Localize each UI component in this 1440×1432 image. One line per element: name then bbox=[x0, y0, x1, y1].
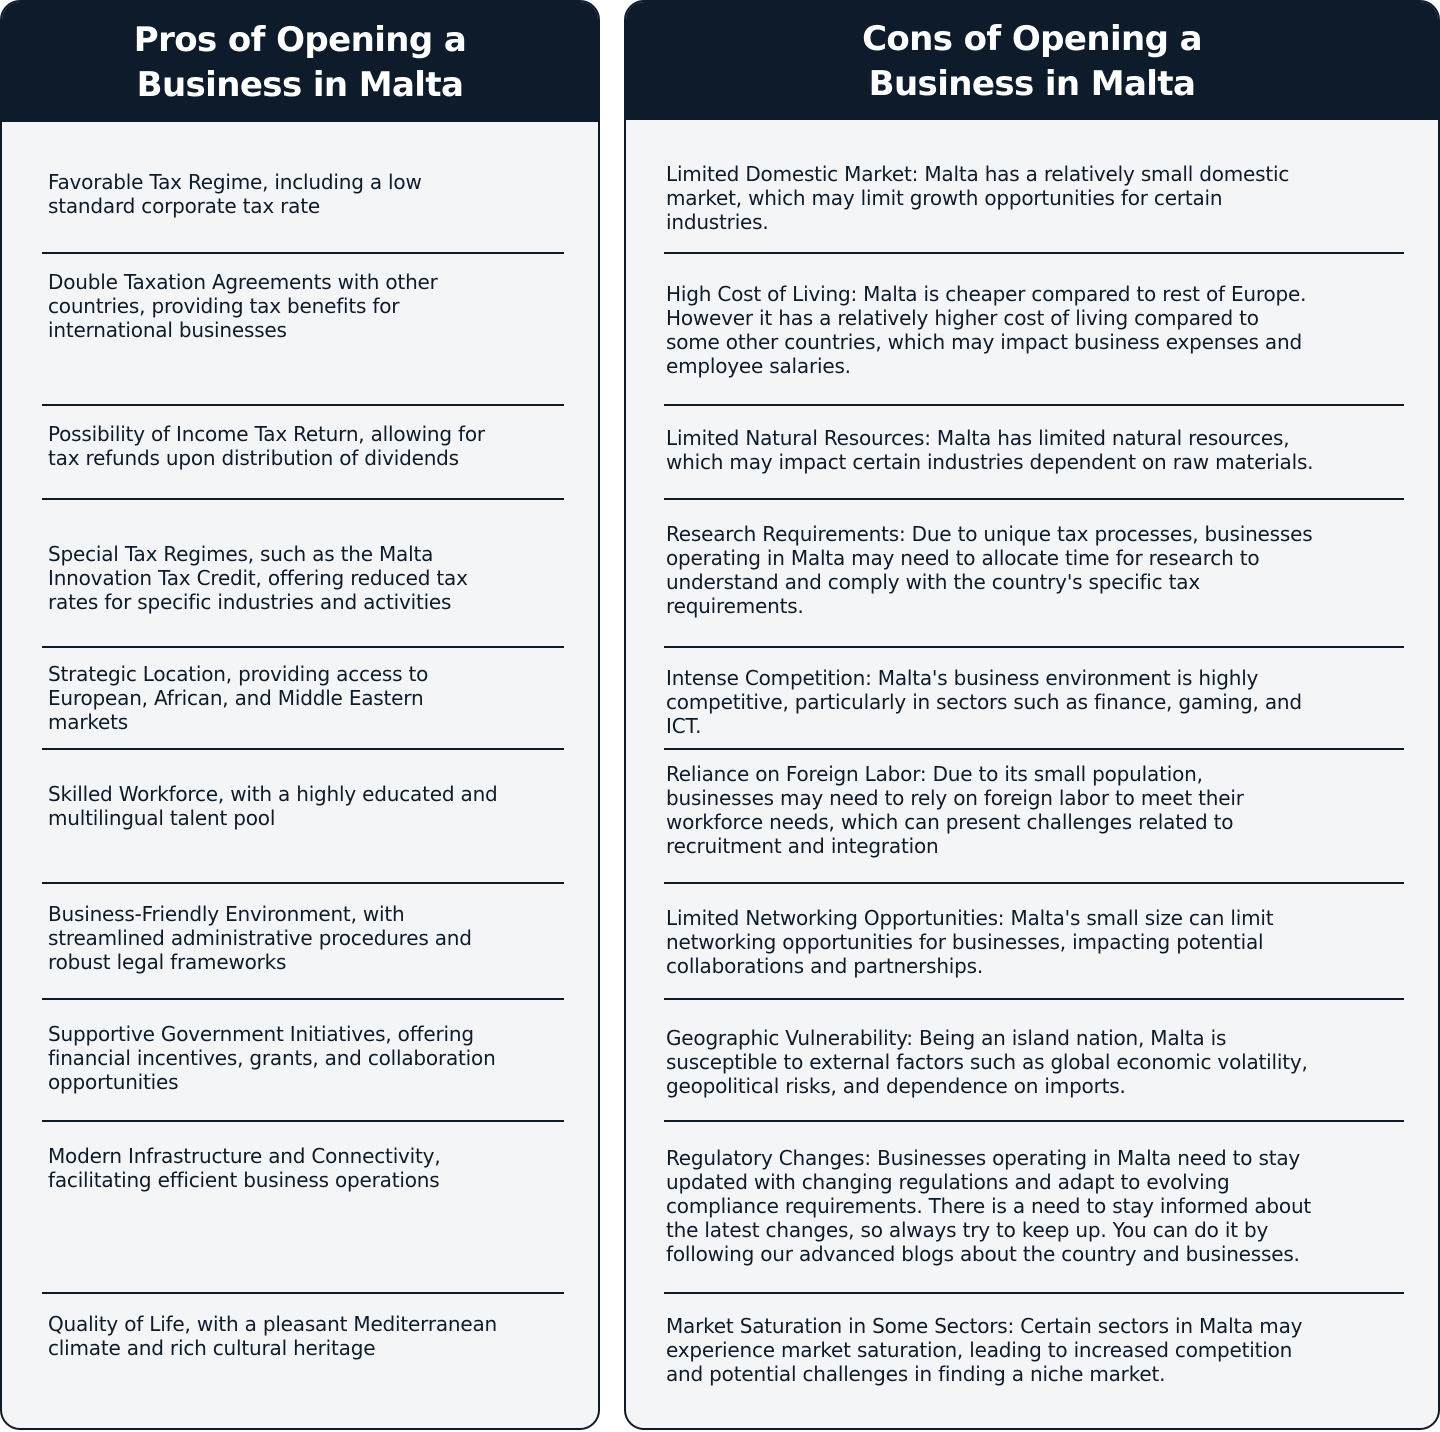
pros-item bbox=[42, 1020, 564, 1096]
cons-item bbox=[664, 760, 1404, 860]
pros-item-text: Special Tax Regimes, such as the Malta Innovation Tax Credit, offering reduced tax rates for specific industries and activities bbox=[48, 542, 468, 614]
cons-item-text: Reliance on Foreign Labor: Due to its small population, businesses may need to rely on foreign labor to meet their workforce needs, which can present challenges related to recruitment and integration bbox=[666, 762, 1244, 858]
row-divider bbox=[42, 1120, 564, 1122]
cons-item-text: High Cost of Living: Malta is cheaper compared to rest of Europe. However it has a relatively higher cost of living compared to some other countries, which may impact business expenses and employee salaries. bbox=[666, 282, 1307, 378]
row-divider bbox=[42, 404, 564, 406]
cons-item bbox=[664, 904, 1404, 980]
row-divider bbox=[42, 882, 564, 884]
pros-item bbox=[42, 420, 564, 472]
row-divider bbox=[664, 748, 1404, 750]
row-divider bbox=[664, 404, 1404, 406]
cons-item bbox=[664, 1024, 1404, 1100]
cons-item-text: Regulatory Changes: Businesses operating in Malta need to stay updated with changing regulations and adapt to evolving compliance requirements. There is a need to stay informed about the latest changes, so always try to keep up. You can do it by following our advanced blogs about the country and businesses. bbox=[666, 1146, 1312, 1266]
pros-panel bbox=[0, 0, 600, 1430]
cons-item bbox=[664, 160, 1404, 236]
pros-item-text: Modern Infrastructure and Connectivity, facilitating efficient business operations bbox=[48, 1144, 441, 1192]
pros-list bbox=[2, 2, 598, 1428]
pros-item-text: Supportive Government Initiatives, offering financial incentives, grants, and collaboration opportunities bbox=[48, 1022, 496, 1094]
pros-item-text: Double Taxation Agreements with other countries, providing tax benefits for international businesses bbox=[48, 270, 438, 342]
cons-item-text: Research Requirements: Due to unique tax processes, businesses operating in Malta may need to allocate time for research to understand and comply with the country's specific tax requirements. bbox=[666, 522, 1313, 618]
pros-item bbox=[42, 1140, 564, 1196]
cons-item bbox=[664, 520, 1404, 620]
pros-title: Pros of Opening a Business in Malta bbox=[133, 20, 467, 105]
pros-item-text: Possibility of Income Tax Return, allowing for tax refunds upon distribution of dividends bbox=[48, 422, 485, 470]
row-divider bbox=[42, 1292, 564, 1294]
row-divider bbox=[42, 646, 564, 648]
row-divider bbox=[664, 252, 1404, 254]
cons-panel bbox=[624, 0, 1440, 1430]
cons-item bbox=[664, 1144, 1404, 1268]
cons-list bbox=[626, 2, 1438, 1428]
pros-item-text: Business-Friendly Environment, with streamlined administrative procedures and robust legal frameworks bbox=[48, 902, 472, 974]
pros-item-text: Quality of Life, with a pleasant Mediterranean climate and rich cultural heritage bbox=[48, 1312, 498, 1360]
row-divider bbox=[664, 882, 1404, 884]
cons-item bbox=[664, 664, 1404, 740]
pros-item bbox=[42, 900, 564, 976]
row-divider bbox=[42, 252, 564, 254]
cons-item bbox=[664, 424, 1404, 476]
pros-item bbox=[42, 540, 564, 616]
cons-item bbox=[664, 280, 1404, 380]
row-divider bbox=[664, 646, 1404, 648]
pros-item bbox=[42, 158, 564, 230]
pros-item bbox=[42, 778, 564, 834]
pros-item-text: Skilled Workforce, with a highly educated and multilingual talent pool bbox=[48, 782, 498, 830]
row-divider bbox=[42, 748, 564, 750]
pros-item bbox=[42, 1308, 564, 1364]
cons-title: Cons of Opening a Business in Malta bbox=[862, 19, 1202, 104]
row-divider bbox=[42, 998, 564, 1000]
cons-item-text: Intense Competition: Malta's business environment is highly competitive, particularly in sectors such as finance, gaming, and ICT. bbox=[666, 666, 1302, 738]
row-divider bbox=[664, 998, 1404, 1000]
row-divider bbox=[664, 498, 1404, 500]
cons-item-text: Limited Natural Resources: Malta has limited natural resources, which may impact certain industries dependent on raw materials. bbox=[666, 426, 1314, 474]
pros-item-text: Favorable Tax Regime, including a low standard corporate tax rate bbox=[48, 170, 422, 218]
pros-item bbox=[42, 270, 564, 362]
cons-item bbox=[664, 1312, 1404, 1388]
cons-item-text: Limited Domestic Market: Malta has a relatively small domestic market, which may limit growth opportunities for certain industries. bbox=[666, 162, 1290, 234]
cons-item-text: Limited Networking Opportunities: Malta's small size can limit networking opportunities for businesses, impacting potential collaborations and partnerships. bbox=[666, 906, 1274, 978]
cons-item-text: Geographic Vulnerability: Being an island nation, Malta is susceptible to external factors such as global economic volatility, geopolitical risks, and dependence on imports. bbox=[666, 1026, 1308, 1098]
row-divider bbox=[664, 1120, 1404, 1122]
pros-item-text: Strategic Location, providing access to European, African, and Middle Eastern markets bbox=[48, 662, 429, 734]
cons-item-text: Market Saturation in Some Sectors: Certain sectors in Malta may experience market saturation, leading to increased competition and potential challenges in finding a niche market. bbox=[666, 1314, 1303, 1386]
row-divider bbox=[664, 1292, 1404, 1294]
row-divider bbox=[42, 498, 564, 500]
pros-item bbox=[42, 660, 564, 736]
